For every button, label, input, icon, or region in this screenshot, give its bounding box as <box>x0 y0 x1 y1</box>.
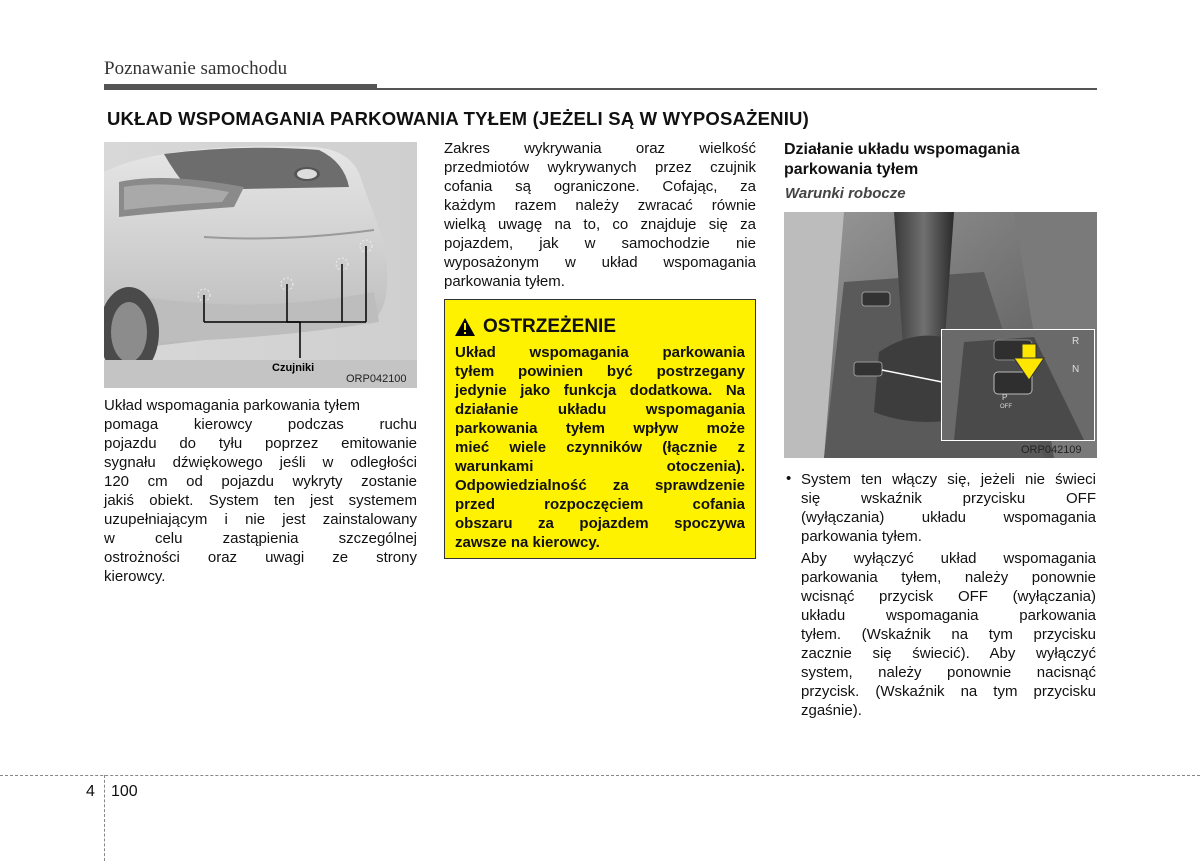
text-line: wielką uwagę na to, co znajduje się za <box>444 216 756 233</box>
text-line: sygnału dźwiękowego jeśli w odległości <box>104 454 417 471</box>
text-line: Aby wyłączyć układ wspomagania <box>801 550 1096 567</box>
text-line: system, należy ponownie nacisnąć <box>801 664 1096 681</box>
text-line: parkowania tyłem. <box>444 273 565 290</box>
text-line: zgaśnie). <box>801 702 862 719</box>
text-line: tyłem. (Wskaźnik na tym przycisku <box>801 626 1096 643</box>
text-line: w celu zastąpienia szczególnej <box>104 530 417 547</box>
gear-selector-illustration <box>784 212 1097 458</box>
bullet-paragraph-2 <box>801 549 1096 720</box>
header-rule-thick <box>104 84 377 90</box>
figure2-code: ORP042109 <box>1021 444 1082 456</box>
text-line: ostrożności oraz uwagi ze strony <box>104 549 417 566</box>
warning-line: warunkami otoczenia). <box>455 458 745 475</box>
warning-title-text: OSTRZEŻENIE <box>483 316 617 337</box>
text-line: wyposażonym w układ wspomagania <box>444 254 756 271</box>
warning-line: jedynie jako funkcja dodatkowa. Na <box>455 382 745 399</box>
col2-paragraph <box>444 139 756 291</box>
warning-line: zawsze na kierowcy. <box>455 534 600 551</box>
footer-divider <box>0 775 1200 776</box>
figure1-code: ORP042100 <box>346 373 407 385</box>
warning-line: przed rozpoczęciem cofania <box>455 496 745 513</box>
text-line: przedmiotów wykrywanych przez czujnik <box>444 159 756 176</box>
warning-line: mieć wiele czynników (łącznie z <box>455 439 745 456</box>
chapter-number: 4 <box>86 783 95 800</box>
text-line: układu wspomagania parkowania <box>801 607 1096 624</box>
warning-box <box>444 299 756 559</box>
text-line: wcisnąć przycisk OFF (wyłączania) <box>801 588 1096 605</box>
section-label: Poznawanie samochodu <box>104 58 288 79</box>
text-line: parkowania tyłem, należy ponownie <box>801 569 1096 586</box>
gear-n-label: N <box>1072 364 1080 375</box>
header-rule-thin <box>377 88 1097 90</box>
heading-line: parkowania tyłem <box>784 161 919 178</box>
warning-line: działanie układu wspomagania <box>455 401 745 418</box>
text-line: kierowcy. <box>104 568 166 585</box>
warning-line: tyłem powinien być postrzegany <box>455 363 745 380</box>
warning-line: Odpowiedzialność za sprawdzenie <box>455 477 745 494</box>
warning-triangle-icon <box>455 318 475 336</box>
text-line: zacznie się świecić). Aby wyłączyć <box>801 645 1096 662</box>
warning-line: Układ wspomagania parkowania <box>455 344 745 361</box>
p-icon-label: P <box>1002 393 1008 402</box>
text-line: System ten włączy się, jeżeli nie świeci <box>801 471 1096 488</box>
text-line: jakiś obiekt. System ten jest systemem <box>104 492 417 509</box>
text-line: się wskaźnik przycisku OFF <box>801 490 1096 507</box>
subheading: Warunki robocze <box>785 185 906 202</box>
text-line: 120 cm od pojazdu wykryty zostanie <box>104 473 417 490</box>
section-heading <box>784 140 1084 180</box>
warning-line: parkowania tyłem wpływ może <box>455 420 745 437</box>
text-line: pojazdem, jak w samochodzie nie <box>444 235 756 252</box>
rear-bumper-illustration <box>104 142 417 388</box>
text-line: parkowania tyłem. <box>801 528 922 545</box>
text-line: Układ wspomagania parkowania tyłem <box>104 397 360 414</box>
text-line: (wyłączania) układu wspomagania <box>801 509 1096 526</box>
heading-line: Działanie układu wspomagania <box>784 141 1020 158</box>
text-line: przycisk. (Wskaźnik na tym przycisku <box>801 683 1096 700</box>
bullet-paragraph-1 <box>801 470 1096 546</box>
text-line: pojazdu do tyłu poprzez emitowanie <box>104 435 417 452</box>
bullet-marker: • <box>786 470 792 487</box>
sensors-label: Czujniki <box>272 362 315 374</box>
text-line: cofania są ograniczone. Cofając, za <box>444 178 756 195</box>
warning-text <box>455 343 745 552</box>
rear-bumper-photo <box>104 142 417 388</box>
warning-line: obszaru za pojazdem spoczywa <box>455 515 745 532</box>
off-label: OFF <box>1000 404 1012 410</box>
warning-title <box>455 316 616 338</box>
gear-r-label: R <box>1072 336 1080 347</box>
page-title: UKŁAD WSPOMAGANIA PARKOWANIA TYŁEM (JEŻELI SĄ W WYPOSAŻENIU) <box>107 108 809 129</box>
col1-paragraph <box>104 396 417 586</box>
text-line: Zakres wykrywania oraz wielkość <box>444 140 756 157</box>
text-line: pomaga kierowcy podczas ruchu <box>104 416 417 433</box>
text-line: każdym razem należy zwracać równie <box>444 197 756 214</box>
footer-vertical-divider <box>104 775 105 861</box>
gear-selector-photo <box>784 212 1097 458</box>
page-number: 100 <box>111 783 138 800</box>
text-line: uzupełniającym i nie jest zainstalowany <box>104 511 417 528</box>
